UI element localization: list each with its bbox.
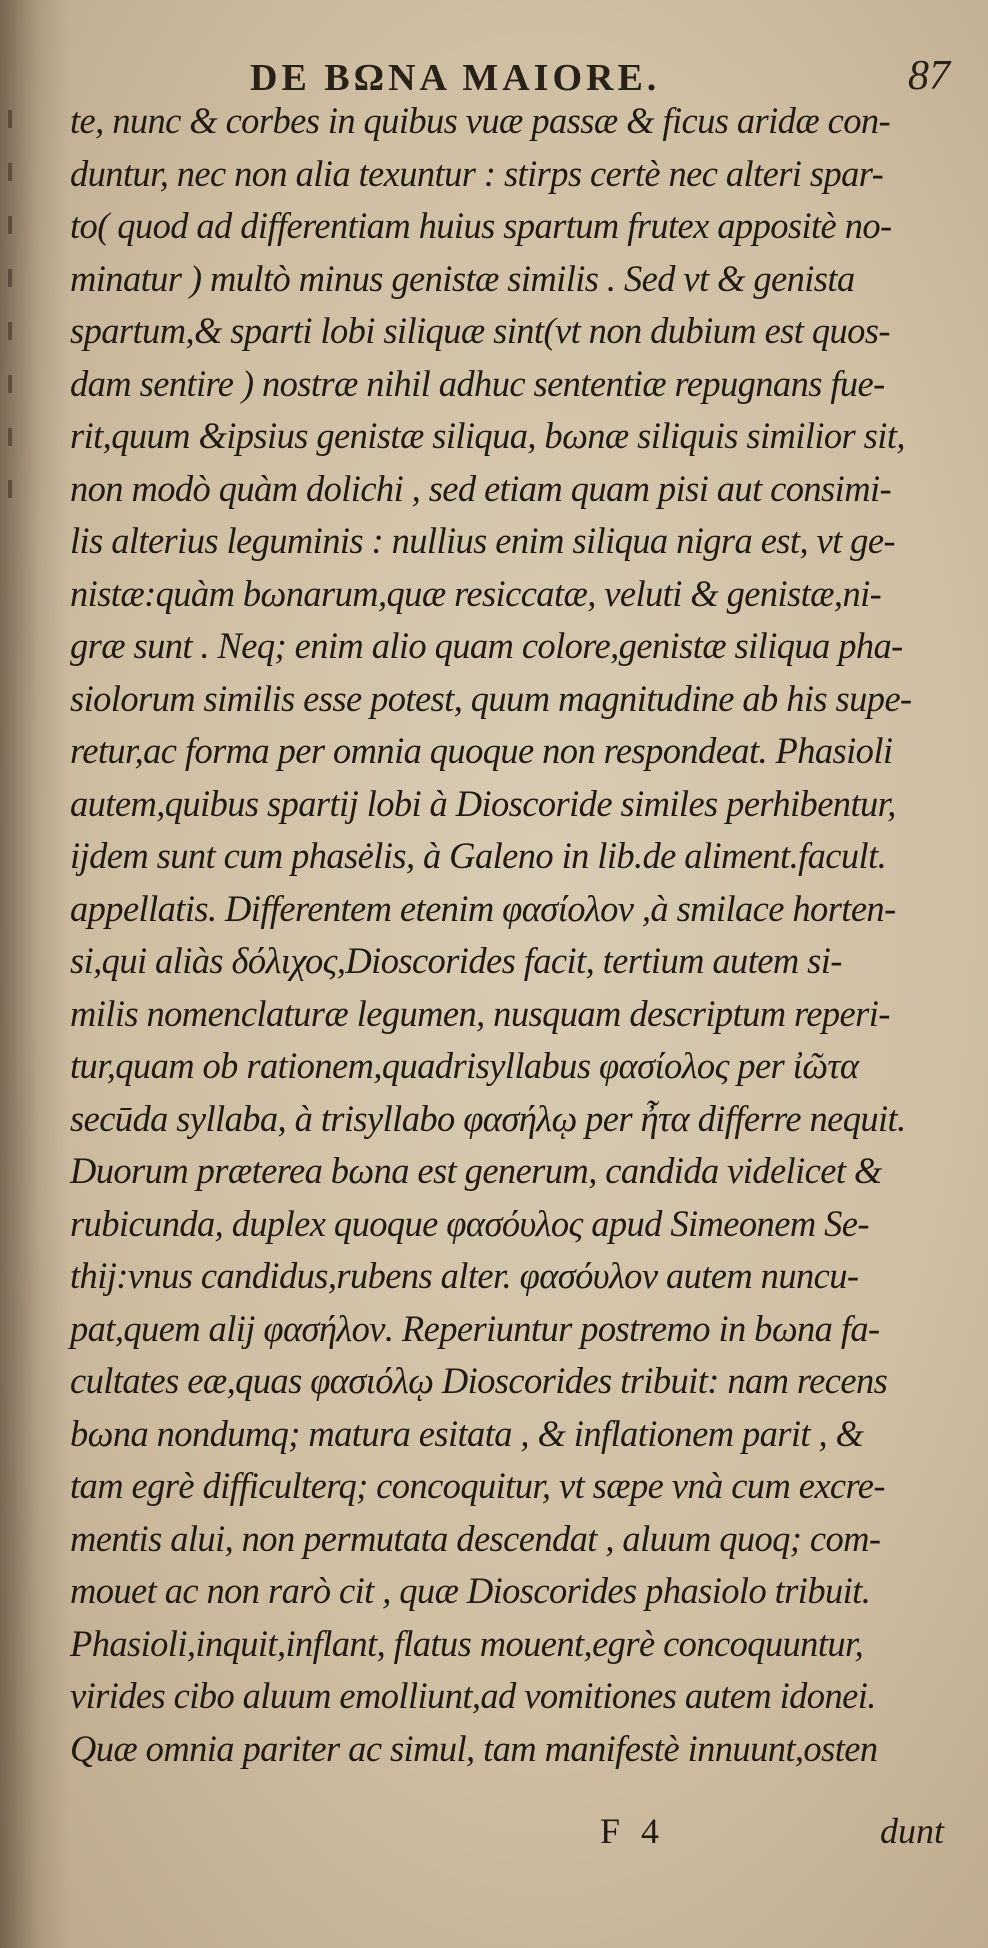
text-line: to( quod ad differentiam huius spartum frutex appositè no- <box>70 205 892 246</box>
text-line: thij:vnus candidus,rubens alter. φασόυλον autem nuncu- <box>70 1255 859 1296</box>
text-line: autem,quibus spartij lobi à Dioscoride similes perhibentur, <box>70 782 896 824</box>
running-head: DE BΩNA MAIORE. <box>250 57 661 99</box>
margin-mark <box>8 110 12 128</box>
margin-mark <box>8 480 12 498</box>
margin-mark <box>8 216 12 234</box>
margin-mark <box>8 322 12 340</box>
text-line: duntur, nec non alia texuntur : stirps certè nec alteri spar- <box>70 152 884 194</box>
text-line: tam egrè difficulterq; concoquitur, vt sæpe vnà cum excre- <box>70 1465 885 1506</box>
text-line: lis alterius leguminis : nullius enim siliqua nigra est, vt ge- <box>70 520 895 561</box>
binding-shadow <box>0 0 70 1948</box>
text-line: virides cibo aluum emolliunt,ad vomitiones autem idonei. <box>70 1675 876 1716</box>
text-line: non modò quàm dolichi , sed etiam quam pisi aut consimi- <box>70 467 892 509</box>
text-line: secūda syllaba, à trisyllabo φασήλῳ per ἦτα differre nequit. <box>70 1097 906 1139</box>
text-line: spartum,& sparti lobi siliquæ sint(vt non dubium est quos- <box>70 310 890 351</box>
text-line: milis nomenclaturæ legumen, nusquam descriptum reperi- <box>70 992 890 1034</box>
margin-mark <box>8 375 12 393</box>
text-line: cultates eæ,quas φασιόλῳ Dioscorides tribuit: nam recens <box>70 1360 888 1401</box>
text-line: nistæ:quàm bωnarum,quæ resiccatæ, veluti & genistæ,ni- <box>70 572 882 614</box>
body-text <box>70 95 960 1775</box>
signature-mark: F 4 <box>600 1811 666 1851</box>
text-line: tur,quam ob rationem,quadrisyllabus φασίολος per ἰῶτα <box>70 1045 859 1086</box>
page-number: 87 <box>908 53 950 99</box>
text-line: mentis alui, non permutata descendat , aluum quoq; com- <box>70 1517 881 1559</box>
page-footer <box>0 1810 988 1860</box>
margin-mark <box>8 163 12 181</box>
text-line: si,qui aliàs δόλιχος,Dioscorides facit, tertium autem si- <box>70 940 842 981</box>
text-line: minatur ) multò minus genistæ similis . Sed vt & genista <box>70 257 855 299</box>
text-line: Phasioli,inquit,inflant, flatus mouent,egrè concoquuntur, <box>70 1622 864 1664</box>
text-line: pat,quem alij φασήλον. Reperiuntur postremo in bωna fa- <box>70 1307 880 1349</box>
text-line: Quæ omnia pariter ac simul, tam manifestè innuunt,osten <box>70 1727 878 1769</box>
margin-mark <box>8 269 12 287</box>
catchword: dunt <box>880 1811 945 1851</box>
text-line: bωna nondumq; matura esitata , & inflationem parit , & <box>70 1412 864 1454</box>
text-line: ijdem sunt cum phasėlis, à Galeno in lib.de aliment.facult. <box>70 835 887 876</box>
text-line: Duorum præterea bωna est generum, candida videlicet & <box>70 1150 882 1191</box>
margin-mark <box>8 428 12 446</box>
text-line: appellatis. Differentem etenim φασίολον ,à smilace horten- <box>70 887 896 929</box>
text-line: retur,ac forma per omnia quoque non respondeat. Phasioli <box>70 730 893 771</box>
text-line: rubicunda, duplex quoque φασόυλος apud Simeonem Se- <box>70 1202 869 1244</box>
text-line: dam sentire ) nostræ nihil adhuc sententiæ repugnans fue- <box>70 362 885 404</box>
text-line: siolorum similis esse potest, quum magnitudine ab his supe- <box>70 677 912 719</box>
text-line: græ sunt . Neq; enim alio quam colore,genistæ siliqua pha- <box>70 625 903 666</box>
text-line: te, nunc & corbes in quibus vuæ passæ & ficus aridæ con- <box>70 100 891 141</box>
text-line: rit,quum &ipsius genistæ siliqua, bωnæ siliquis similior sit, <box>70 415 905 456</box>
text-line: mouet ac non rarò cit , quæ Dioscorides phasiolo tribuit. <box>70 1570 871 1611</box>
